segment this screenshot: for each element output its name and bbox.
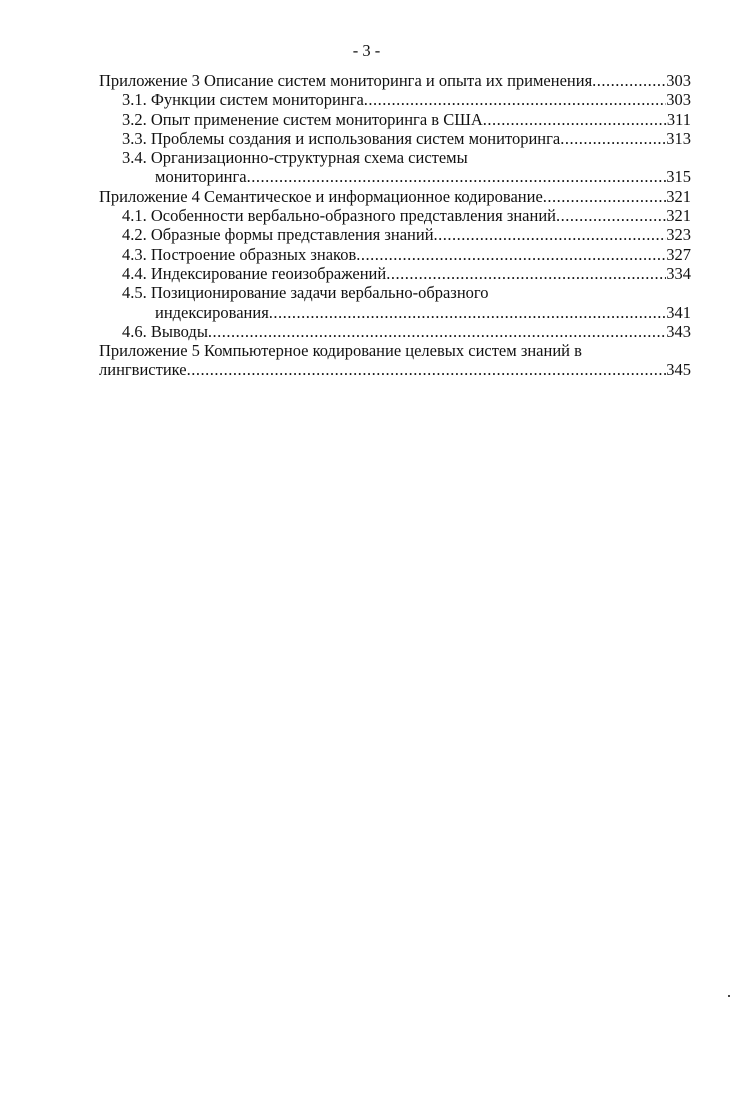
toc-entry-title-continued: лингвистике xyxy=(99,360,187,380)
dot-leader xyxy=(592,71,666,90)
dot-leader xyxy=(356,245,666,264)
toc-entry-title: Приложение 3 Описание систем мониторинга и опыта их применения xyxy=(99,71,593,90)
dot-leader xyxy=(386,264,666,283)
toc-entry-appendix-4[interactable] xyxy=(99,187,691,206)
toc-entry-title: Приложение 4 Семантическое и информационное кодирование xyxy=(99,186,543,206)
toc-entry-4-3[interactable] xyxy=(99,245,691,264)
toc-entry-4-6[interactable] xyxy=(99,322,691,341)
toc-entry-title: 3.4. Организационно-структурная схема системы xyxy=(122,148,468,168)
toc-entry-title: 4.4. Индексирование геоизображений xyxy=(122,263,387,283)
toc-entry-appendix-3[interactable] xyxy=(99,71,691,90)
toc-entry-title: 3.1. Функции систем мониторинга xyxy=(122,90,364,110)
toc-entry-title: 4.3. Построение образных знаков xyxy=(122,244,357,264)
toc-entry-title: 4.5. Позиционирование задачи вербально-образного xyxy=(122,283,489,303)
toc-entry-title: 4.2. Образные формы представления знаний xyxy=(122,225,434,245)
toc-entry-3-4[interactable] xyxy=(99,148,691,187)
dot-leader xyxy=(560,129,666,148)
toc-entry-page: 311 xyxy=(666,109,691,129)
toc-entry-page: 303 xyxy=(666,90,691,110)
dot-leader xyxy=(483,110,667,129)
toc-entry-title-continued: индексирования xyxy=(155,302,269,322)
scan-speck xyxy=(728,995,730,997)
toc-entry-title-continued: мониторинга xyxy=(155,167,247,187)
dot-leader xyxy=(208,322,666,341)
toc-entry-4-4[interactable] xyxy=(99,264,691,283)
toc-entry-title: Приложение 5 Компьютерное кодирование целевых систем знаний в xyxy=(99,341,582,361)
page-number: - 3 - xyxy=(352,41,381,60)
toc-entry-title: 4.1. Особенности вербально-образного представления знаний xyxy=(122,206,556,226)
dot-leader xyxy=(434,225,667,244)
toc-entry-appendix-5[interactable] xyxy=(99,341,691,380)
toc-entry-page: 315 xyxy=(666,167,691,187)
toc-entry-title: 3.2. Опыт применение систем мониторинга в США xyxy=(122,109,483,129)
toc-entry-page: 323 xyxy=(666,225,691,245)
toc-entry-page: 334 xyxy=(666,263,691,283)
toc-entry-title: 4.6. Выводы xyxy=(122,321,208,341)
toc-entry-3-3[interactable] xyxy=(99,129,691,148)
toc-entry-4-1[interactable] xyxy=(99,206,691,225)
dot-leader xyxy=(247,167,667,186)
dot-leader xyxy=(269,303,666,322)
toc-entry-3-1[interactable] xyxy=(99,90,691,109)
toc-entry-page: 345 xyxy=(666,360,691,380)
toc-entry-page: 321 xyxy=(666,206,691,226)
toc-entry-page: 321 xyxy=(666,186,691,206)
table-of-contents xyxy=(99,71,691,380)
dot-leader xyxy=(556,206,666,225)
toc-entry-4-2[interactable] xyxy=(99,225,691,244)
toc-entry-page: 303 xyxy=(666,71,691,90)
toc-entry-page: 341 xyxy=(666,302,691,322)
toc-entry-page: 343 xyxy=(666,321,691,341)
toc-entry-page: 327 xyxy=(666,244,691,264)
dot-leader xyxy=(187,360,667,379)
dot-leader xyxy=(364,90,666,109)
toc-entry-title: 3.3. Проблемы создания и использования систем мониторинга xyxy=(122,128,561,148)
dot-leader xyxy=(543,187,666,206)
toc-entry-page: 313 xyxy=(666,128,691,148)
toc-entry-4-5[interactable] xyxy=(99,283,691,322)
toc-entry-3-2[interactable] xyxy=(99,110,691,129)
